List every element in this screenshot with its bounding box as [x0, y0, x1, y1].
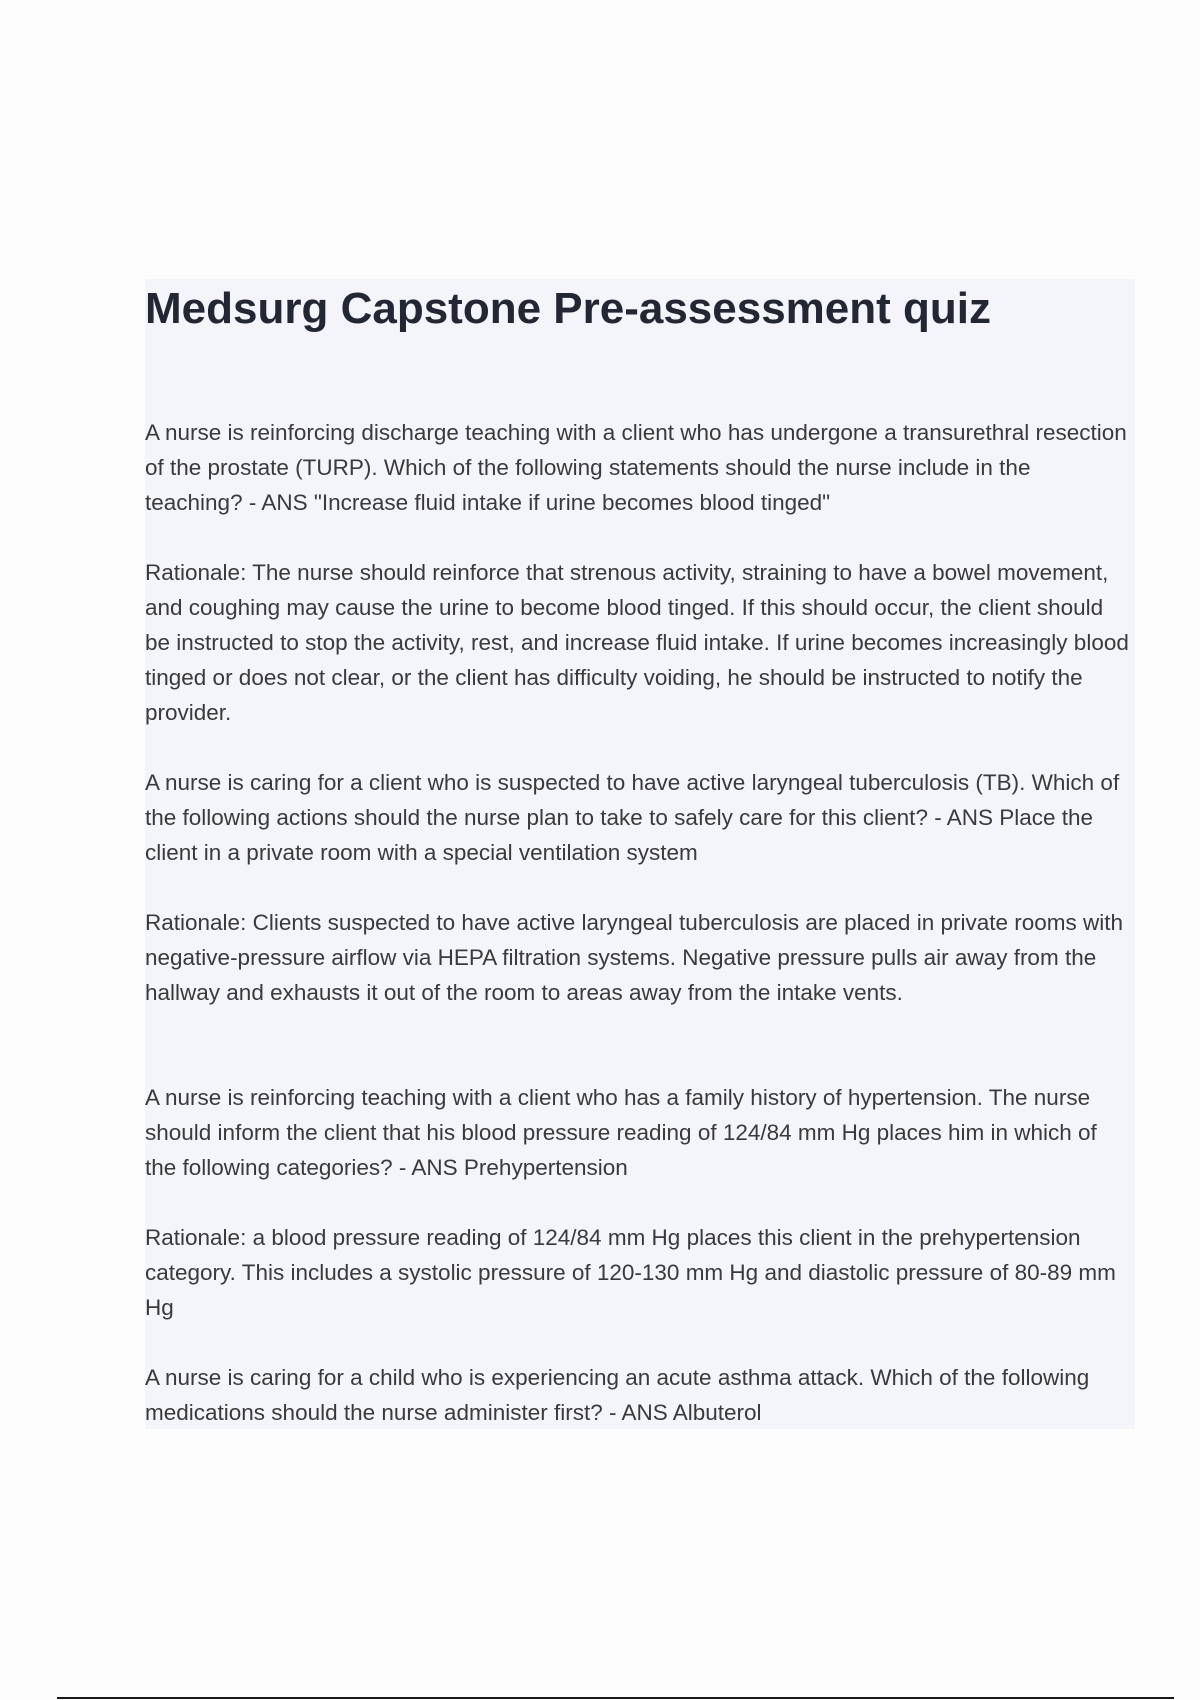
footer-divider	[57, 1697, 1174, 1699]
content-block	[145, 279, 1135, 1429]
question-paragraph-3: A nurse is reinforcing teaching with a client who has a family history of hypertension. The nurse should inform the client that his blood pressure reading of 124/84 mm Hg places him in which of the following categories? - ANS Prehypertension	[145, 1085, 1097, 1180]
rationale-paragraph-2: Rationale: Clients suspected to have active laryngeal tuberculosis are placed in private rooms with negative-pressure airflow via HEPA filtration systems. Negative pressure pulls air away from the hallway and exhausts it out of the room to areas away from the intake vents.	[145, 910, 1124, 1005]
page-title: Medsurg Capstone Pre-assessment quiz	[145, 284, 992, 333]
question-paragraph-4: A nurse is caring for a child who is experiencing an acute asthma attack. Which of the following medications should the nurse administer first? - ANS Albuterol	[145, 1365, 1090, 1425]
question-paragraph-1: A nurse is reinforcing discharge teaching with a client who has undergone a transurethral resection of the prostate (TURP). Which of the following statements should the nurse include in the teaching? - ANS "Increase fluid intake if urine becomes blood tinged"	[145, 420, 1127, 515]
question-paragraph-2: A nurse is caring for a client who is suspected to have active laryngeal tuberculosis (TB). Which of the following actions should the nurse plan to take to safely care for this client? - ANS Place the client in a private room with a special ventilation system	[145, 770, 1120, 865]
rationale-paragraph-3: Rationale: a blood pressure reading of 124/84 mm Hg places this client in the prehypertension category. This includes a systolic pressure of 120-130 mm Hg and diastolic pressure of 80-89 mm Hg	[145, 1225, 1116, 1320]
rationale-paragraph-1: Rationale: The nurse should reinforce that strenous activity, straining to have a bowel movement, and coughing may cause the urine to become blood tinged. If this should occur, the client should be instructed to stop the activity, rest, and increase fluid intake. If urine becomes increasingly blood tinged or does not clear, or the client has difficulty voiding, he should be instructed to notify the provider.	[145, 560, 1129, 725]
